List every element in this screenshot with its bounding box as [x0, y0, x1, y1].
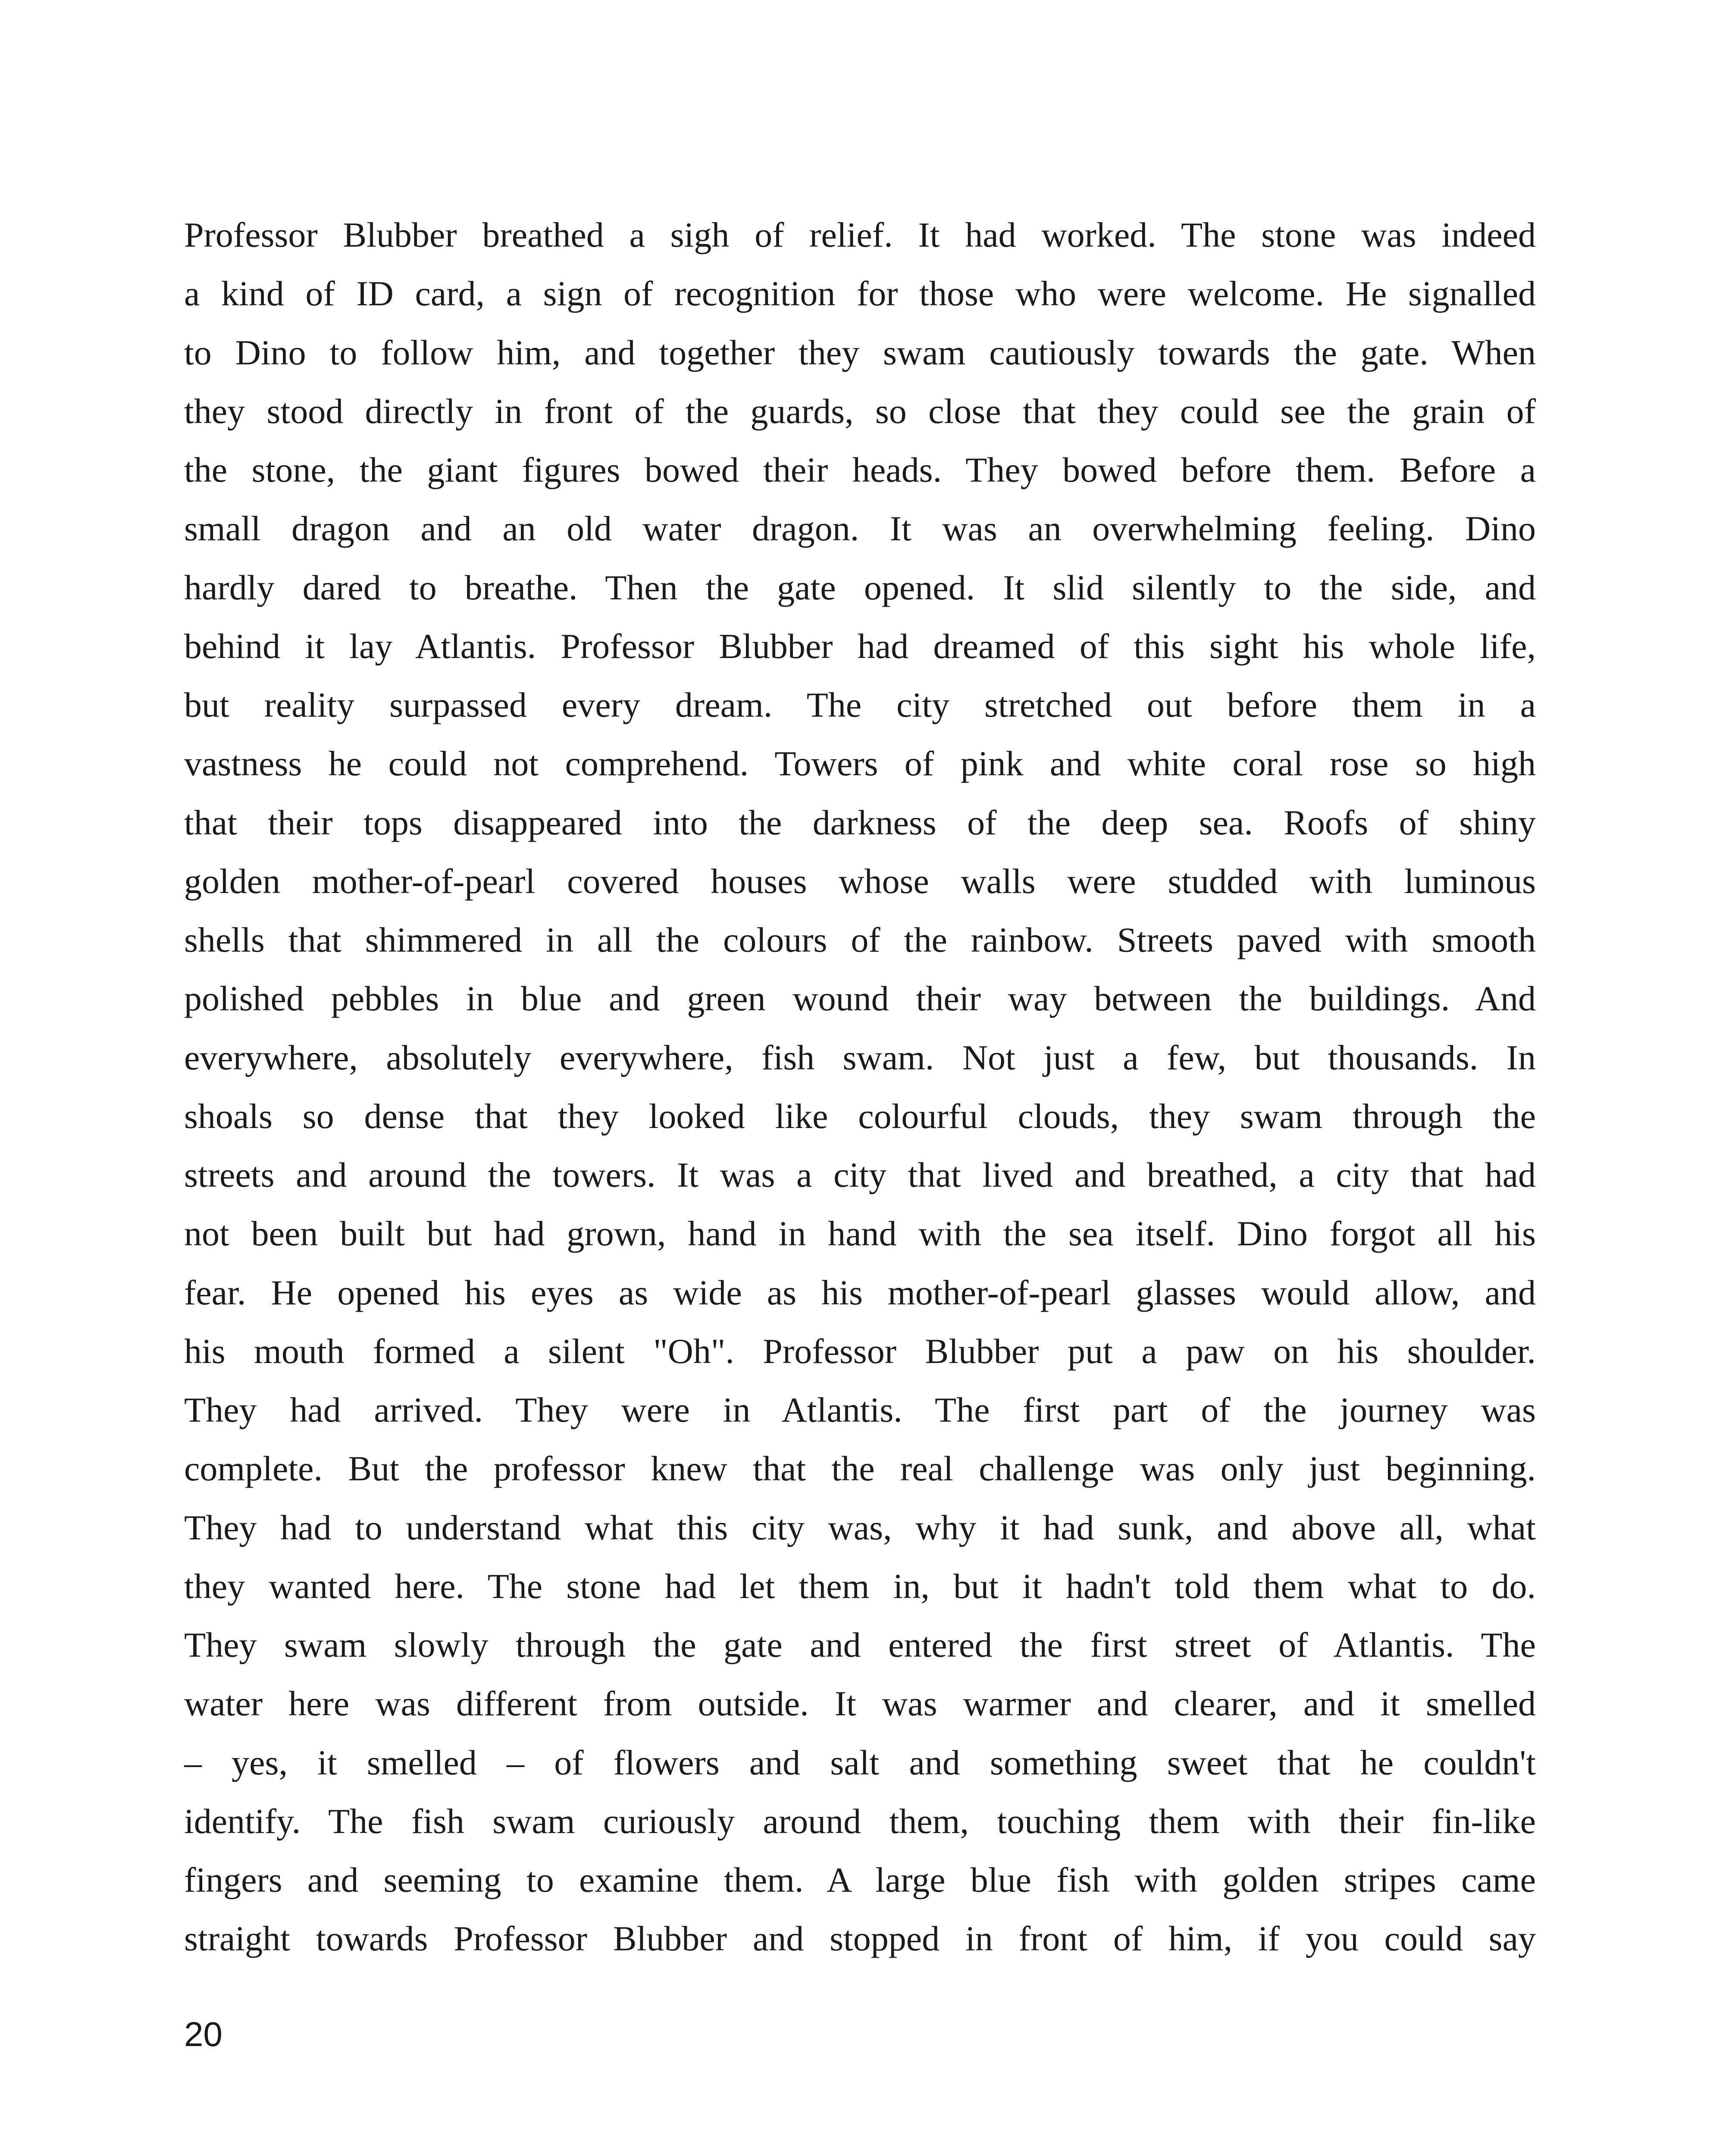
text-line: They had arrived. They were in Atlantis. The first part of the journey was [184, 1390, 1536, 1429]
text-line: small dragon and an old water dragon. It was an overwhelming feeling. Dino [184, 509, 1536, 548]
page-number: 20 [184, 2015, 222, 2053]
text-line: water here was different from outside. It was warmer and clearer, and it smelled [184, 1684, 1536, 1724]
text-line: everywhere, absolutely everywhere, fish swam. Not just a few, but thousands. In [184, 1037, 1536, 1077]
text-line: that their tops disappeared into the darkness of the deep sea. Roofs of shiny [184, 802, 1536, 842]
text-line: They swam slowly through the gate and entered the first street of Atlantis. The [184, 1625, 1536, 1664]
text-line: fingers and seeming to examine them. A large blue fish with golden stripes came [184, 1860, 1536, 1899]
text-line: vastness he could not comprehend. Towers of pink and white coral rose so high [184, 744, 1536, 783]
text-line: Professor Blubber breathed a sigh of relief. It had worked. The stone was indeed [184, 215, 1536, 254]
text-line: his mouth formed a silent "Oh". Professor Blubber put a paw on his shoulder. [184, 1331, 1536, 1371]
text-line: they wanted here. The stone had let them in, but it hadn't told them what to do. [184, 1566, 1536, 1606]
text-line: complete. But the professor knew that the real challenge was only just beginning. [184, 1449, 1536, 1489]
text-line: identify. The fish swam curiously around them, touching them with their fin-like [184, 1801, 1536, 1841]
text-line: They had to understand what this city was, why it had sunk, and above all, what [184, 1507, 1536, 1547]
body-paragraph [184, 206, 1536, 1968]
text-line: straight towards Professor Blubber and stopped in front of him, if you could say [184, 1919, 1536, 1959]
text-line: polished pebbles in blue and green wound their way between the buildings. And [184, 979, 1536, 1018]
text-line: hardly dared to breathe. Then the gate opened. It slid silently to the side, and [184, 567, 1536, 607]
text-line: shoals so dense that they looked like colourful clouds, they swam through the [184, 1096, 1536, 1136]
text-line: streets and around the towers. It was a city that lived and breathed, a city that had [184, 1155, 1536, 1194]
text-line: the stone, the giant figures bowed their heads. They bowed before them. Before a [184, 450, 1536, 489]
text-line: they stood directly in front of the guards, so close that they could see the grain of [184, 391, 1536, 431]
text-line: but reality surpassed every dream. The city stretched out before them in a [184, 685, 1536, 724]
text-line: to Dino to follow him, and together they swam cautiously towards the gate. When [184, 332, 1536, 372]
text-line: – yes, it smelled – of flowers and salt and something sweet that he couldn't [184, 1742, 1536, 1782]
text-line: behind it lay Atlantis. Professor Blubber had dreamed of this sight his whole life, [184, 626, 1536, 666]
text-line: golden mother-of-pearl covered houses whose walls were studded with luminous [184, 861, 1536, 901]
text-line: not been built but had grown, hand in hand with the sea itself. Dino forgot all his [184, 1214, 1536, 1253]
text-line: fear. He opened his eyes as wide as his mother-of-pearl glasses would allow, and [184, 1272, 1536, 1312]
text-line: shells that shimmered in all the colours of the rainbow. Streets paved with smooth [184, 920, 1536, 959]
text-line: a kind of ID card, a sign of recognition for those who were welcome. He signalled [184, 274, 1536, 313]
